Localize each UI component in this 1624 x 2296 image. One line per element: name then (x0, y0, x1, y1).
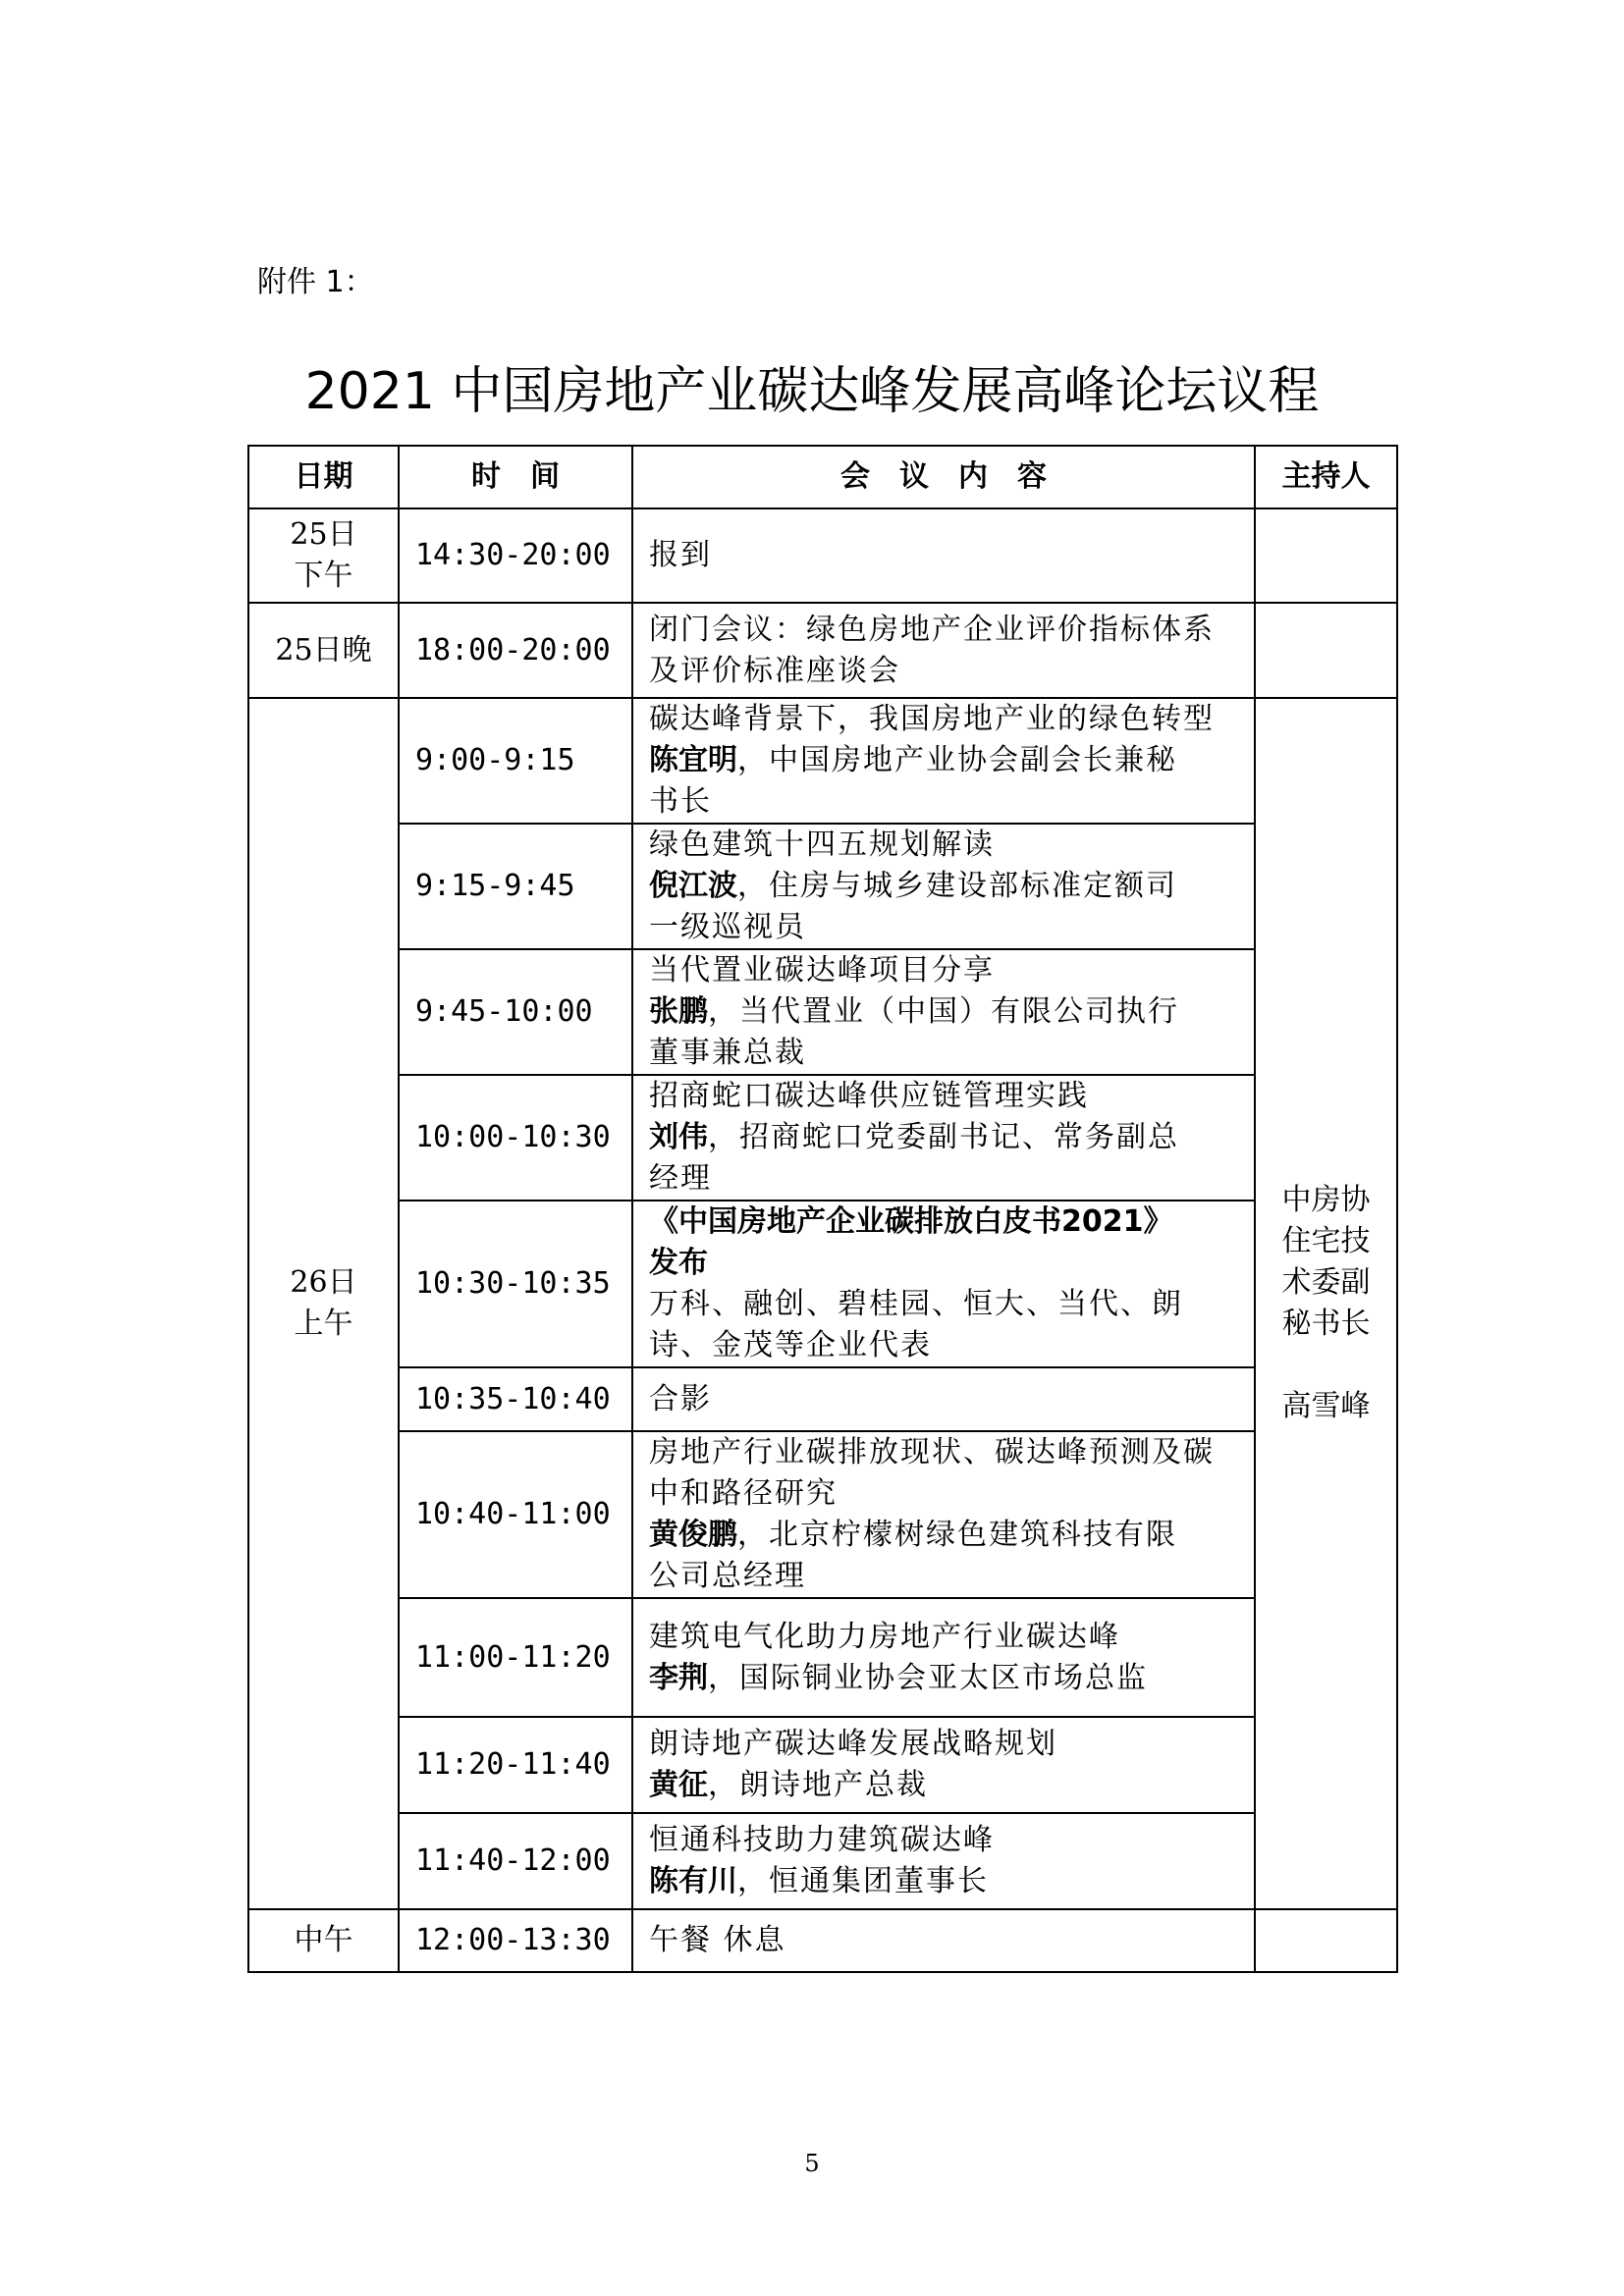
session-participants: 万科、融创、碧桂园、恒大、当代、朗 (649, 1287, 1183, 1321)
session-topic: 当代置业碳达峰项目分享 (649, 953, 995, 988)
speaker-role: 一级巡视员 (649, 910, 806, 944)
table-row (248, 508, 1397, 603)
host-line: 术委副 (1281, 1265, 1371, 1300)
table-row (248, 698, 1397, 824)
session-topic: 房地产行业碳排放现状、碳达峰预测及碳 (649, 1435, 1215, 1469)
speaker-role: ，中国房地产业协会副会长兼秘 (737, 743, 1177, 777)
speaker-role: 公司总经理 (649, 1559, 806, 1593)
speaker-name: 李荆 (649, 1660, 708, 1695)
table-row (248, 1909, 1397, 1972)
speaker-name: 黄征 (649, 1768, 708, 1802)
page-number: 5 (804, 2150, 820, 2177)
speaker-role: ，当代置业（中国）有限公司执行 (708, 994, 1179, 1029)
time-cell: 9:15-9:45 (399, 824, 632, 949)
time-cell: 10:30-10:35 (399, 1201, 632, 1367)
speaker-role: ，住房与城乡建设部标准定额司 (737, 869, 1177, 903)
content-cell: 午餐 休息 (632, 1909, 1255, 1972)
agenda-table (247, 445, 1398, 1973)
header-time: 时 间 (399, 446, 632, 508)
session-participants: 诗、金茂等企业代表 (649, 1328, 932, 1362)
table-row (248, 1813, 1397, 1909)
session-topic: 朗诗地产碳达峰发展战略规划 (649, 1727, 1057, 1761)
session-topic: 《中国房地产企业碳排放白皮书2021》 (649, 1204, 1173, 1239)
host-cell (1255, 698, 1397, 1909)
time-cell: 9:45-10:00 (399, 949, 632, 1075)
header-content: 会 议 内 容 (632, 446, 1255, 508)
time-cell: 18:00-20:00 (399, 603, 632, 698)
time-cell: 10:40-11:00 (399, 1431, 632, 1598)
speaker-role: 书长 (649, 784, 712, 819)
header-host: 主持人 (1255, 446, 1397, 508)
time-cell: 11:20-11:40 (399, 1717, 632, 1813)
speaker-role: ，招商蛇口党委副书记、常务副总 (708, 1120, 1179, 1154)
table-row (248, 1717, 1397, 1813)
header-date: 日期 (248, 446, 399, 508)
speaker-role: ，北京柠檬树绿色建筑科技有限 (737, 1518, 1177, 1552)
session-topic: 建筑电气化助力房地产行业碳达峰 (649, 1619, 1120, 1654)
table-row (248, 1075, 1397, 1201)
time-cell: 10:00-10:30 (399, 1075, 632, 1201)
speaker-role: 经理 (649, 1161, 712, 1196)
content-cell (632, 824, 1255, 949)
date-line: 上午 (294, 1307, 353, 1341)
time-cell: 10:35-10:40 (399, 1367, 632, 1431)
content-cell (632, 1201, 1255, 1367)
content-cell (632, 949, 1255, 1075)
host-cell-empty (1255, 508, 1397, 603)
content-cell (632, 1598, 1255, 1717)
page-title: 2021 中国房地产业碳达峰发展高峰论坛议程 (304, 362, 1320, 421)
table-row (248, 949, 1397, 1075)
host-name: 高雪峰 (1281, 1389, 1371, 1423)
host-line: 中房协 (1281, 1183, 1371, 1217)
date-cell: 中午 (248, 1909, 399, 1972)
session-topic: 发布 (649, 1246, 708, 1280)
table-row (248, 1598, 1397, 1717)
content-cell: 报到 (632, 508, 1255, 603)
content-line: 闭门会议：绿色房地产企业评价指标体系 (649, 612, 1215, 647)
content-cell (632, 1075, 1255, 1201)
speaker-name: 陈宜明 (649, 743, 737, 777)
speaker-name: 刘伟 (649, 1120, 708, 1154)
session-topic: 中和路径研究 (649, 1476, 838, 1511)
date-cell: 25日晚 (248, 603, 399, 698)
time-cell: 11:00-11:20 (399, 1598, 632, 1717)
date-line: 25日 (290, 517, 357, 552)
host-line: 秘书长 (1281, 1307, 1371, 1341)
time-cell: 12:00-13:30 (399, 1909, 632, 1972)
speaker-name: 张鹏 (649, 994, 708, 1029)
host-cell-empty (1255, 1909, 1397, 1972)
date-line: 下午 (294, 559, 353, 593)
table-row (248, 1431, 1397, 1598)
session-topic: 招商蛇口碳达峰供应链管理实践 (649, 1079, 1089, 1113)
time-cell: 9:00-9:15 (399, 698, 632, 824)
session-topic: 恒通科技助力建筑碳达峰 (649, 1823, 995, 1857)
speaker-role: ，朗诗地产总裁 (708, 1768, 928, 1802)
host-cell-empty (1255, 603, 1397, 698)
speaker-name: 陈有川 (649, 1864, 737, 1898)
table-row (248, 824, 1397, 949)
table-row (248, 1201, 1397, 1367)
content-cell (632, 603, 1255, 698)
session-topic: 绿色建筑十四五规划解读 (649, 828, 995, 862)
speaker-role: 董事兼总裁 (649, 1036, 806, 1070)
speaker-name: 倪江波 (649, 869, 737, 903)
host-line: 住宅技 (1281, 1224, 1371, 1258)
time-cell: 11:40-12:00 (399, 1813, 632, 1909)
time-cell: 14:30-20:00 (399, 508, 632, 603)
speaker-role: ，国际铜业协会亚太区市场总监 (708, 1660, 1148, 1695)
table-row (248, 603, 1397, 698)
session-topic: 碳达峰背景下，我国房地产业的绿色转型 (649, 702, 1215, 736)
table-header-row (248, 446, 1397, 508)
table-row (248, 1367, 1397, 1431)
content-cell (632, 1813, 1255, 1909)
date-cell (248, 508, 399, 603)
date-cell-26-morning (248, 698, 399, 1909)
content-cell (632, 1431, 1255, 1598)
content-line: 及评价标准座谈会 (649, 653, 900, 688)
date-line: 26日 (290, 1265, 357, 1300)
content-cell: 合影 (632, 1367, 1255, 1431)
speaker-name: 黄俊鹏 (649, 1518, 737, 1552)
content-cell (632, 698, 1255, 824)
content-cell (632, 1717, 1255, 1813)
attachment-label: 附件 1： (257, 265, 374, 299)
speaker-role: ，恒通集团董事长 (737, 1864, 989, 1898)
